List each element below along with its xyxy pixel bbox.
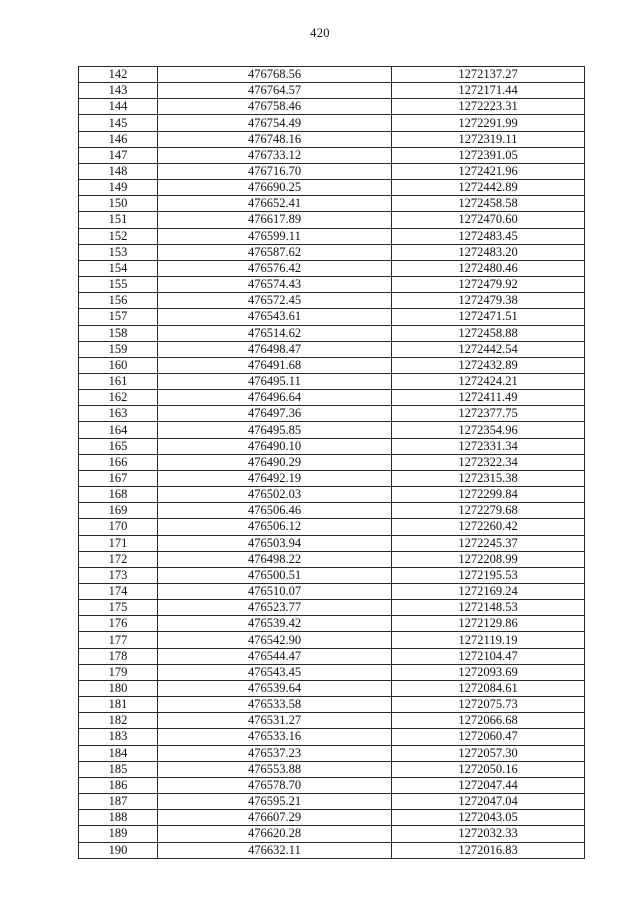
point-number-cell: 153 [79,244,158,260]
x-coordinate-cell: 476758.46 [158,99,392,115]
y-coordinate-cell: 1272016.83 [392,842,585,858]
y-coordinate-cell: 1272066.68 [392,713,585,729]
table-row [79,745,585,761]
y-coordinate-cell: 1272322.34 [392,454,585,470]
point-number-cell: 182 [79,713,158,729]
point-number-cell: 148 [79,163,158,179]
table-row [79,713,585,729]
table-row [79,244,585,260]
y-coordinate-cell: 1272421.96 [392,163,585,179]
point-number-cell: 168 [79,487,158,503]
point-number-cell: 171 [79,535,158,551]
point-number-cell: 157 [79,309,158,325]
table-row [79,503,585,519]
x-coordinate-cell: 476543.45 [158,664,392,680]
y-coordinate-cell: 1272148.53 [392,600,585,616]
y-coordinate-cell: 1272483.20 [392,244,585,260]
point-number-cell: 178 [79,648,158,664]
table-row [79,664,585,680]
point-number-cell: 169 [79,503,158,519]
point-number-cell: 165 [79,438,158,454]
point-number-cell: 179 [79,664,158,680]
x-coordinate-cell: 476652.41 [158,196,392,212]
table-row [79,180,585,196]
x-coordinate-cell: 476748.16 [158,131,392,147]
y-coordinate-cell: 1272442.54 [392,341,585,357]
x-coordinate-cell: 476498.47 [158,341,392,357]
x-coordinate-cell: 476506.46 [158,503,392,519]
point-number-cell: 162 [79,390,158,406]
x-coordinate-cell: 476632.11 [158,842,392,858]
point-number-cell: 167 [79,470,158,486]
table-row [79,438,585,454]
x-coordinate-cell: 476617.89 [158,212,392,228]
x-coordinate-cell: 476497.36 [158,406,392,422]
y-coordinate-cell: 1272377.75 [392,406,585,422]
y-coordinate-cell: 1272119.19 [392,632,585,648]
y-coordinate-cell: 1272319.11 [392,131,585,147]
point-number-cell: 154 [79,260,158,276]
x-coordinate-cell: 476576.42 [158,260,392,276]
x-coordinate-cell: 476500.51 [158,567,392,583]
point-number-cell: 155 [79,277,158,293]
x-coordinate-cell: 476510.07 [158,584,392,600]
point-number-cell: 181 [79,697,158,713]
x-coordinate-cell: 476607.29 [158,810,392,826]
x-coordinate-cell: 476764.57 [158,83,392,99]
x-coordinate-cell: 476553.88 [158,761,392,777]
point-number-cell: 183 [79,729,158,745]
x-coordinate-cell: 476492.19 [158,470,392,486]
table-row [79,228,585,244]
x-coordinate-cell: 476506.12 [158,519,392,535]
y-coordinate-cell: 1272223.31 [392,99,585,115]
x-coordinate-cell: 476491.68 [158,357,392,373]
table-row [79,325,585,341]
y-coordinate-cell: 1272032.33 [392,826,585,842]
point-number-cell: 149 [79,180,158,196]
table-row [79,470,585,486]
y-coordinate-cell: 1272075.73 [392,697,585,713]
y-coordinate-cell: 1272084.61 [392,680,585,696]
y-coordinate-cell: 1272483.45 [392,228,585,244]
table-row [79,648,585,664]
y-coordinate-cell: 1272442.89 [392,180,585,196]
point-number-cell: 159 [79,341,158,357]
x-coordinate-cell: 476542.90 [158,632,392,648]
point-number-cell: 143 [79,83,158,99]
point-number-cell: 161 [79,373,158,389]
x-coordinate-cell: 476533.58 [158,697,392,713]
x-coordinate-cell: 476768.56 [158,67,392,83]
point-number-cell: 185 [79,761,158,777]
point-number-cell: 150 [79,196,158,212]
point-number-cell: 145 [79,115,158,131]
table-row [79,357,585,373]
point-number-cell: 156 [79,293,158,309]
table-row [79,163,585,179]
x-coordinate-cell: 476495.11 [158,373,392,389]
table-row [79,390,585,406]
y-coordinate-cell: 1272458.88 [392,325,585,341]
y-coordinate-cell: 1272331.34 [392,438,585,454]
point-number-cell: 174 [79,584,158,600]
table-row [79,196,585,212]
table-row [79,616,585,632]
y-coordinate-cell: 1272093.69 [392,664,585,680]
coordinates-table [78,66,585,859]
table-row [79,810,585,826]
x-coordinate-cell: 476754.49 [158,115,392,131]
x-coordinate-cell: 476531.27 [158,713,392,729]
point-number-cell: 163 [79,406,158,422]
y-coordinate-cell: 1272043.05 [392,810,585,826]
point-number-cell: 184 [79,745,158,761]
x-coordinate-cell: 476490.29 [158,454,392,470]
table-row [79,794,585,810]
y-coordinate-cell: 1272471.51 [392,309,585,325]
x-coordinate-cell: 476587.62 [158,244,392,260]
y-coordinate-cell: 1272411.49 [392,390,585,406]
table-row [79,826,585,842]
y-coordinate-cell: 1272299.84 [392,487,585,503]
x-coordinate-cell: 476514.62 [158,325,392,341]
x-coordinate-cell: 476716.70 [158,163,392,179]
table-row [79,260,585,276]
point-number-cell: 164 [79,422,158,438]
x-coordinate-cell: 476539.42 [158,616,392,632]
point-number-cell: 151 [79,212,158,228]
point-number-cell: 142 [79,67,158,83]
table-row [79,99,585,115]
x-coordinate-cell: 476572.45 [158,293,392,309]
table-row [79,729,585,745]
table-row [79,293,585,309]
table-row [79,487,585,503]
x-coordinate-cell: 476523.77 [158,600,392,616]
x-coordinate-cell: 476496.64 [158,390,392,406]
y-coordinate-cell: 1272050.16 [392,761,585,777]
table-row [79,406,585,422]
y-coordinate-cell: 1272104.47 [392,648,585,664]
y-coordinate-cell: 1272060.47 [392,729,585,745]
point-number-cell: 172 [79,551,158,567]
x-coordinate-cell: 476490.10 [158,438,392,454]
point-number-cell: 176 [79,616,158,632]
y-coordinate-cell: 1272479.92 [392,277,585,293]
y-coordinate-cell: 1272260.42 [392,519,585,535]
table-row [79,777,585,793]
table-row [79,212,585,228]
y-coordinate-cell: 1272315.38 [392,470,585,486]
point-number-cell: 160 [79,357,158,373]
table-row [79,535,585,551]
y-coordinate-cell: 1272057.30 [392,745,585,761]
table-row [79,422,585,438]
y-coordinate-cell: 1272171.44 [392,83,585,99]
table-row [79,147,585,163]
y-coordinate-cell: 1272169.24 [392,584,585,600]
table-row [79,551,585,567]
table-row [79,454,585,470]
x-coordinate-cell: 476690.25 [158,180,392,196]
point-number-cell: 175 [79,600,158,616]
y-coordinate-cell: 1272129.86 [392,616,585,632]
y-coordinate-cell: 1272479.38 [392,293,585,309]
y-coordinate-cell: 1272480.46 [392,260,585,276]
table-row [79,600,585,616]
y-coordinate-cell: 1272137.27 [392,67,585,83]
y-coordinate-cell: 1272279.68 [392,503,585,519]
table-row [79,131,585,147]
y-coordinate-cell: 1272391.05 [392,147,585,163]
y-coordinate-cell: 1272354.96 [392,422,585,438]
x-coordinate-cell: 476599.11 [158,228,392,244]
table-row [79,277,585,293]
y-coordinate-cell: 1272458.58 [392,196,585,212]
x-coordinate-cell: 476495.85 [158,422,392,438]
x-coordinate-cell: 476539.64 [158,680,392,696]
y-coordinate-cell: 1272291.99 [392,115,585,131]
table-row [79,632,585,648]
point-number-cell: 170 [79,519,158,535]
point-number-cell: 180 [79,680,158,696]
table-row [79,67,585,83]
point-number-cell: 190 [79,842,158,858]
y-coordinate-cell: 1272047.04 [392,794,585,810]
point-number-cell: 186 [79,777,158,793]
y-coordinate-cell: 1272424.21 [392,373,585,389]
x-coordinate-cell: 476574.43 [158,277,392,293]
y-coordinate-cell: 1272470.60 [392,212,585,228]
x-coordinate-cell: 476578.70 [158,777,392,793]
x-coordinate-cell: 476543.61 [158,309,392,325]
table-row [79,761,585,777]
point-number-cell: 187 [79,794,158,810]
y-coordinate-cell: 1272195.53 [392,567,585,583]
table-row [79,680,585,696]
point-number-cell: 166 [79,454,158,470]
y-coordinate-cell: 1272432.89 [392,357,585,373]
point-number-cell: 144 [79,99,158,115]
point-number-cell: 158 [79,325,158,341]
coordinates-table-body [79,67,585,859]
page-number: 420 [310,26,330,40]
point-number-cell: 152 [79,228,158,244]
table-row [79,584,585,600]
point-number-cell: 177 [79,632,158,648]
table-row [79,115,585,131]
x-coordinate-cell: 476502.03 [158,487,392,503]
x-coordinate-cell: 476533.16 [158,729,392,745]
point-number-cell: 188 [79,810,158,826]
y-coordinate-cell: 1272245.37 [392,535,585,551]
table-row [79,519,585,535]
table-row [79,567,585,583]
table-row [79,309,585,325]
y-coordinate-cell: 1272047.44 [392,777,585,793]
point-number-cell: 146 [79,131,158,147]
table-row [79,83,585,99]
x-coordinate-cell: 476595.21 [158,794,392,810]
y-coordinate-cell: 1272208.99 [392,551,585,567]
x-coordinate-cell: 476537.23 [158,745,392,761]
table-row [79,842,585,858]
x-coordinate-cell: 476503.94 [158,535,392,551]
table-row [79,341,585,357]
x-coordinate-cell: 476733.12 [158,147,392,163]
x-coordinate-cell: 476498.22 [158,551,392,567]
table-row [79,373,585,389]
x-coordinate-cell: 476544.47 [158,648,392,664]
point-number-cell: 147 [79,147,158,163]
table-row [79,697,585,713]
point-number-cell: 189 [79,826,158,842]
point-number-cell: 173 [79,567,158,583]
x-coordinate-cell: 476620.28 [158,826,392,842]
